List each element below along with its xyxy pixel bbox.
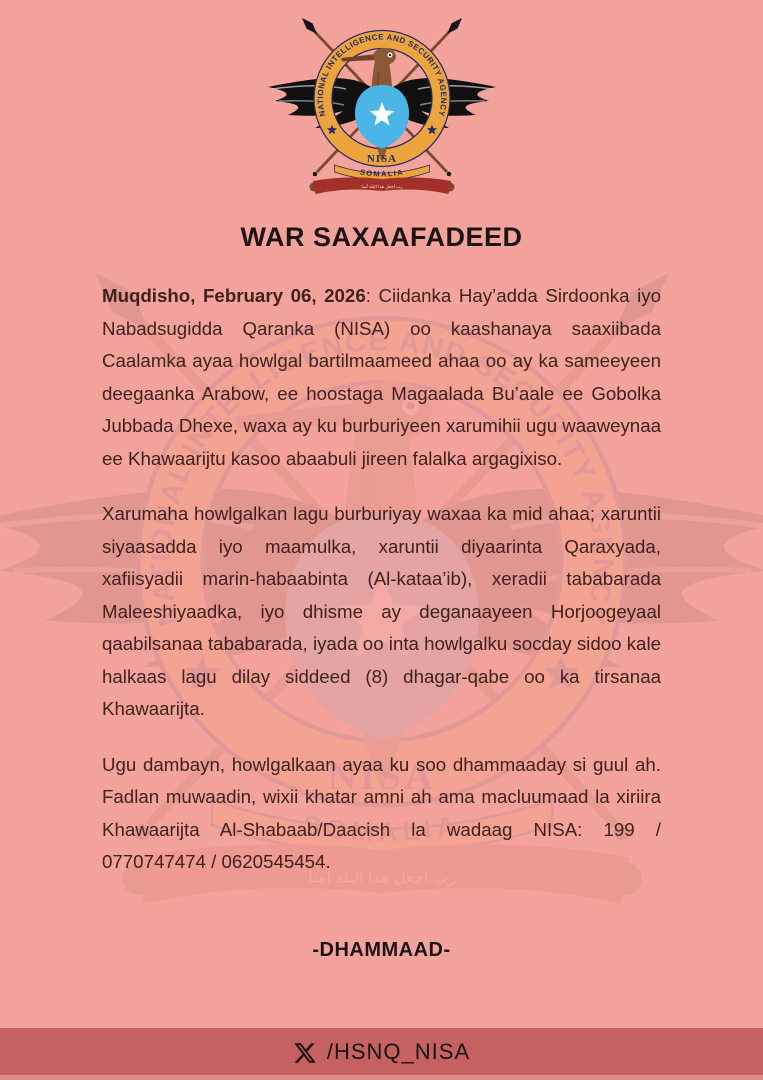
paragraph-text: Xarumaha howlgalkan lagu burburiyay waxaa ka mid ahaa; xaruntii siyaasadda iyo maamulka, xaruntii diyaarinta Qaraxyada, xafiisyadii marin-habaabinta (Al-kataa’ib), xeradii tababarada Maleeshiyaadka, iyo dhisme ay deganaayeen Horjoogeyaal qaabilsanaa tababarada, iyada oo inta howlgalku socday sidoo kale halkaas lagu dilay siddeed (8) dhagar-qabe oo ka tirsanaa Khawaarijta. <box>102 503 661 719</box>
footer-edge-strip <box>0 1075 763 1080</box>
page-title: WAR SAXAAFADEED <box>240 222 523 252</box>
dateline: Muqdisho, February 06, 2026 <box>102 285 366 306</box>
nisa-emblem-logo <box>262 6 502 206</box>
press-release-body <box>0 253 763 879</box>
body-paragraph <box>102 498 661 726</box>
body-paragraph <box>102 749 661 879</box>
body-paragraph <box>102 280 661 475</box>
end-mark: -DHAMMAAD- <box>312 938 451 961</box>
paragraph-text: Ugu dambayn, howlgalkaan ayaa ku soo dhammaaday si guul ah. Fadlan muwaadin, wixii khatar amni ah ama macluumaad la xiriira Khawaarijta Al-Shabaab/Daacish la wadaag NISA: 199 / 0770747474 / 0620545454. <box>102 753 661 872</box>
paragraph-text: : Ciidanka Hay’adda Sirdoonka iyo Nabadsugidda Qaranka (NISA) oo kaashanaya saaxiibada Caalamka ayaa howlgal bartilmaameed ahaa oo ay ka sameeyeen deegaanka Arabow, ee hoostaga Magaalada Bu’aale ee Gobolka Jubbada Dhexe, waxa ay ku burburiyeen xarumihii ugu waaweynaa ee Khawaarijtu kasoo abaabuli jireen falalka argagixiso. <box>102 285 662 469</box>
x-logo-icon <box>293 1041 317 1065</box>
footer-bar <box>0 1028 763 1080</box>
masthead <box>0 0 763 206</box>
social-handle: /HSNQ_NISA <box>326 1039 471 1064</box>
